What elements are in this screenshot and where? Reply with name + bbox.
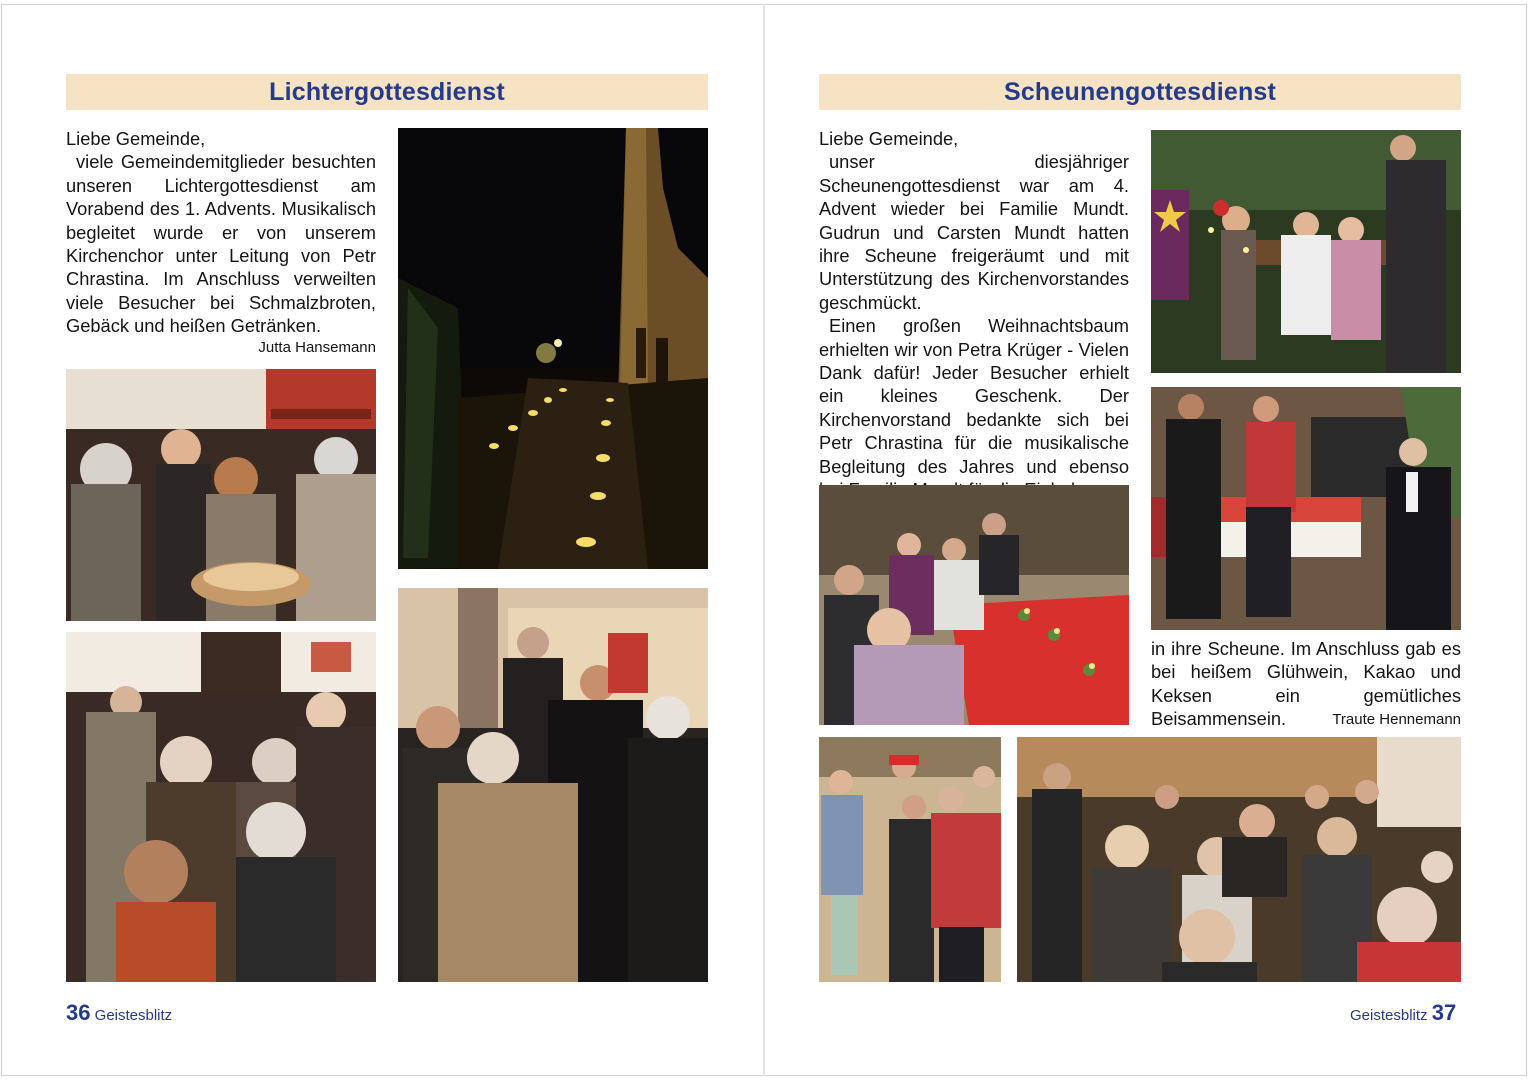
right-continuation: in ihre Scheune. Im Anschluss gab es bei heißem Glühwein, Kakao und Keksen ein gemütliches Beisammensein. [1151, 638, 1461, 730]
right-page-number: 37 [1431, 1000, 1457, 1025]
right-para-2: Einen großen Weihnachtsbaum erhielten wir von Petra Krüger - Vielen Dank dafür! Jeder Besucher erhielt ein kleines Geschenk. Der Kirchenvorstand bedankte sich bei Petr Chrastina für die musikalische Begleitung des Jahres und ebenso [819, 315, 1129, 477]
photo-church-night [398, 128, 708, 569]
photo-people-talking [398, 588, 708, 982]
left-page-title: Lichtergottesdienst [269, 77, 505, 106]
right-article-continuation [1151, 637, 1461, 729]
right-author: Traute Hennemann [1332, 710, 1461, 728]
left-article-text [66, 127, 376, 357]
photo-gift-pastor [1151, 387, 1461, 630]
right-footer [1350, 1000, 1456, 1026]
photo-barn-table [819, 485, 1129, 725]
page-gutter [763, 4, 765, 1076]
right-magazine-name: Geistesblitz [1350, 1007, 1428, 1024]
photo-children-advent [1151, 130, 1461, 373]
photo-group-barn [819, 737, 1001, 982]
right-para-1: unser diesjähriger Scheunengottesdienst war am 4. Advent wieder bei Familie Mundt. Gudrun und Carsten Mundt hatten ihre Scheune freigeräumt und mit Unterstützung des Kirchenvorstandes geschmückt. [819, 151, 1129, 313]
right-greeting: Liebe Gemeinde, [819, 128, 959, 149]
photo-crowd-pastries [66, 369, 376, 621]
left-greeting: Liebe Gemeinde, [66, 128, 206, 149]
left-author: Jutta Hansemann [258, 338, 376, 356]
right-title-banner [819, 74, 1461, 110]
left-footer [66, 1000, 172, 1026]
photo-crowd-church [66, 632, 376, 982]
left-body: viele Gemeindemitglieder besuchten unseren Lichtergottesdienst am Vorabend des 1. Advents. Musikalisch begleitet wurde er von unserem Kirchenchor unter Leitung von Petr Chrastina. Im Anschluss verweilten viele Besucher bei Schmalzbroten, Gebäck und heißen Getränken. [66, 151, 376, 337]
right-article-text [819, 127, 1129, 502]
left-page-number: 36 [66, 1000, 91, 1025]
right-page-title: Scheunengottesdienst [1003, 77, 1277, 106]
photo-crowd-barn [1017, 737, 1461, 982]
left-magazine-name: Geistesblitz [94, 1007, 173, 1024]
left-title-banner [66, 74, 708, 110]
